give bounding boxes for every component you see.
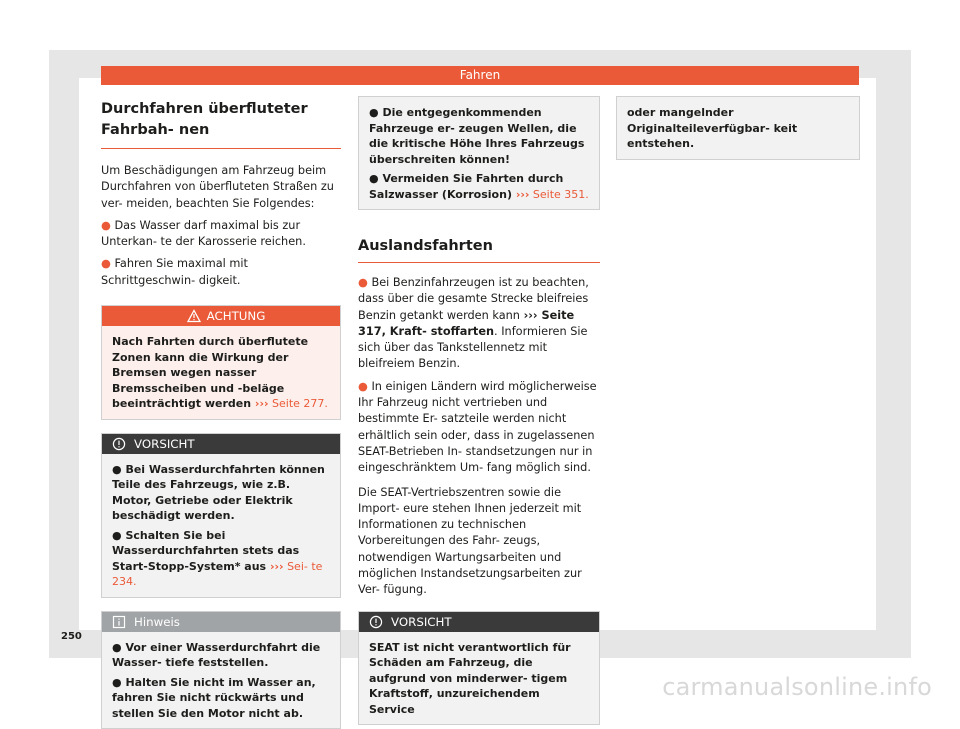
achtung-header [102, 306, 340, 326]
hinweis-body [102, 632, 340, 729]
caution-circle-icon [112, 437, 126, 451]
vorsicht-box [101, 433, 341, 598]
page-reference[interactable]: ››› Seite 317, Kraft- stoffarten [358, 308, 575, 338]
vorsicht-body: SEAT ist nicht verantwortlich für Schäden am Fahrzeug, die aufgrund von minderwer- tigem Kraftstoff, unzureichendem Service [359, 632, 599, 725]
list-item: ● Bei Wasserdurchfahrten können Teile des Fahrzeugs, wie z.B. Motor, Getriebe oder Elektrik beschädigt werden. [112, 462, 325, 523]
page-reference[interactable]: ››› Seite 351. [515, 187, 589, 201]
warning-triangle-icon [187, 309, 201, 323]
info-icon [112, 615, 126, 629]
list-item: ● Die entgegenkommenden Fahrzeuge er- zeugen Wellen, die die kritische Höhe Ihres Fahrzeugs überschreiten können! [369, 106, 585, 166]
achtung-body: Nach Fahrten durch überflutete Zonen kann die Wirkung der Bremsen wegen nasser Bremsscheiben und -beläge beeinträchtigt werden ››› Seite 277. [102, 326, 340, 419]
vorsicht-continued-body: oder mangelnder Originalteileverfügbar- keit entstehen. [617, 97, 859, 159]
list-item: ● Schalten Sie bei Wasserdurchfahrten stets das Start-Stopp-System* aus ››› Sei- te 234. [112, 528, 323, 589]
hinweis-header [102, 612, 340, 632]
bullet-item: ● In einigen Ländern wird möglicherweise Ihr Fahrzeug nicht vertrieben und bestimmte Er- satzteile werden nicht erhältlich sein oder, dass in zugelassenen SEAT-Betrieben In- standsetzungen nur in eingeschränktem Um- fang möglich sind. [358, 379, 597, 475]
vorsicht-continued-box [616, 96, 860, 160]
section-title: Fahren [459, 68, 501, 82]
vorsicht-continued-box [358, 96, 600, 210]
bullet-icon: ● [101, 218, 115, 232]
bullet-item: ● Fahren Sie maximal mit Schrittgeschwin- digkeit. [101, 257, 248, 287]
hinweis-box [101, 611, 341, 729]
list-item: ● Vor einer Wasserdurchfahrt die Wasser- tiefe feststellen. [112, 640, 321, 670]
hinweis-label: Hinweis [134, 614, 180, 629]
bullet-icon: ● [358, 379, 372, 393]
vorsicht-continued-body [359, 97, 599, 209]
section-header [101, 66, 859, 85]
page-number: 250 [61, 631, 82, 642]
column-left [101, 96, 341, 729]
vorsicht-header [102, 434, 340, 454]
watermark: carmanualsonline.info [662, 673, 932, 701]
list-item: ● Halten Sie nicht im Wasser an, fahren Sie nicht rückwärts und stellen Sie den Motor nicht ab. [112, 675, 316, 720]
page-reference[interactable]: ››› Seite 277. [254, 397, 328, 411]
caution-circle-icon [369, 615, 383, 629]
vorsicht-label: VORSICHT [134, 436, 195, 451]
heading-flooded-roads: Durchfahren überfluteter Fahrbah- nen [101, 99, 341, 149]
achtung-label: ACHTUNG [206, 309, 266, 324]
column-right [616, 96, 860, 160]
bullet-item: ● Das Wasser darf maximal bis zur Unterkan- te der Karosserie reichen. [101, 218, 306, 249]
bullet-icon: ● [358, 276, 372, 289]
intro-text: Um Beschädigungen am Fahrzeug beim Durchfahren von überfluteten Straßen zu ver- meiden, beachten Sie Folgendes: [101, 164, 334, 210]
vorsicht-label: VORSICHT [391, 614, 452, 629]
heading-travel-abroad: Auslandsfahrten [358, 236, 600, 263]
bullet-item: ● Bei Benzinfahrzeugen ist zu beachten, dass über die gesamte Strecke bleifreies Benzin getankt werden kann ››› Seite 317, Kraft- stoffarten. Informieren Sie sich über das Tankstellennetz mit bleifreiem Benzin. [358, 276, 589, 371]
page-reference[interactable]: ››› Sei- te 234. [112, 559, 323, 589]
paragraph: Die SEAT-Vertriebszentren sowie die Import- eure stehen Ihnen jederzeit mit Informationen zu technischen Vorbereitungen des Fahr- zeugs, notwendigen Wartungsarbeiten und möglichen Instandsetzungsarbeiten zur Ver- fügung. [358, 485, 582, 597]
vorsicht-header [359, 612, 599, 632]
achtung-box [101, 305, 341, 420]
column-middle [358, 96, 600, 725]
list-item: ● Vermeiden Sie Fahrten durch Salzwasser (Korrosion) ››› Seite 351. [369, 172, 589, 201]
bullet-icon: ● [101, 257, 115, 271]
vorsicht-body [102, 454, 340, 597]
